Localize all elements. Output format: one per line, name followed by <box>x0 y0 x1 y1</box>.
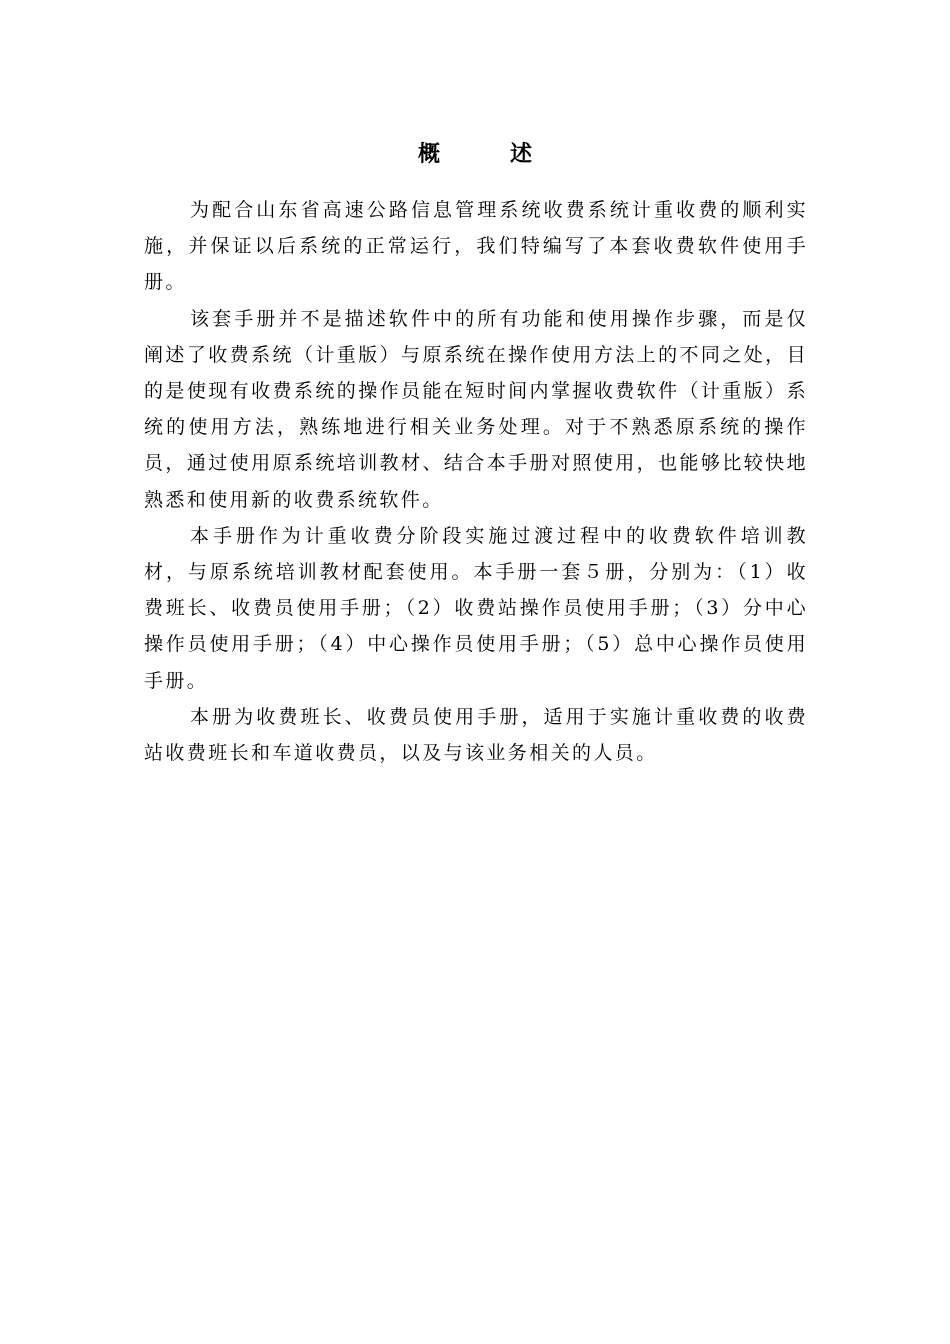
page-title: 概 述 <box>417 141 556 167</box>
document-body <box>144 192 808 771</box>
paragraph-series: 本手册作为计重收费分阶段实施过渡过程中的收费软件培训教材，与原系统培训教材配套使用。本手册一套５册，分别为：（1）收费班长、收费员使用手册；（2）收费站操作员使用手册；（3）分中心操作员使用手册；（4）中心操作员使用手册；（5）总中心操作员使用手册。 <box>144 524 808 692</box>
paragraph-purpose: 为配合山东省高速公路信息管理系统收费系统计重收费的顺利实施，并保证以后系统的正常运行，我们特编写了本套收费软件使用手册。 <box>144 199 808 294</box>
paragraph-audience: 本册为收费班长、收费员使用手册，适用于实施计重收费的收费站收费班长和车道收费员，以及与该业务相关的人员。 <box>144 705 808 765</box>
paragraph-scope: 该套手册并不是描述软件中的所有功能和使用操作步骤，而是仅阐述了收费系统（计重版）与原系统在操作使用方法上的不同之处，目的是使现有收费系统的操作员能在短时间内掌握收费软件（计重版）系统的使用方法，熟练地进行相关业务处理。对于不熟悉原系统的操作员，通过使用原系统培训教材、结合本手册对照使用，也能够比较快地熟悉和使用新的收费系统软件。 <box>144 307 808 511</box>
